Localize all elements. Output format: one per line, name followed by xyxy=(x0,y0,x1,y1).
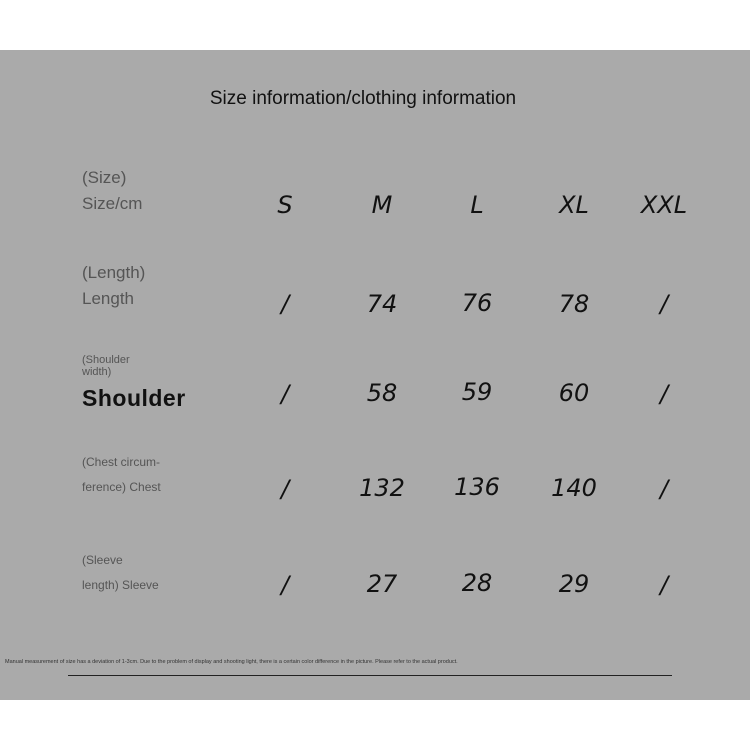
size-xl-header: XL xyxy=(559,191,589,219)
chest-m-value: 132 xyxy=(359,474,405,502)
page-title: Size information/clothing information xyxy=(209,88,517,109)
size-xxl-header: XXL xyxy=(640,191,688,219)
divider-line xyxy=(68,675,672,676)
length-m-value: 74 xyxy=(366,290,398,318)
size-l-header: L xyxy=(470,191,484,219)
sleeve-s-value: / xyxy=(280,571,290,599)
length-label-line1: (Length) xyxy=(82,263,146,282)
chest-l-value: 136 xyxy=(454,473,500,501)
size-header-label xyxy=(82,165,142,217)
length-l-value: 76 xyxy=(461,289,493,317)
size-header-label-line2: Size/cm xyxy=(82,194,143,213)
chest-label xyxy=(82,450,161,500)
length-label-line2: Length xyxy=(82,289,134,308)
chest-xxl-value: / xyxy=(659,475,669,503)
sleeve-xl-value: 29 xyxy=(558,570,590,598)
chest-label-line1: (Chest circum- xyxy=(82,455,161,469)
shoulder-label-line1: (Shoulder xyxy=(82,354,130,366)
length-label xyxy=(82,260,145,312)
shoulder-xl-value: 60 xyxy=(558,379,590,407)
shoulder-xxl-value: / xyxy=(659,380,669,408)
sleeve-label xyxy=(82,548,159,598)
sleeve-l-value: 28 xyxy=(461,569,493,597)
sleeve-label-line2: length) Sleeve xyxy=(82,578,159,592)
length-xl-value: 78 xyxy=(558,290,590,318)
shoulder-label-line2: width) xyxy=(82,366,112,378)
chest-xl-value: 140 xyxy=(551,474,597,502)
length-xxl-value: / xyxy=(659,290,669,318)
chest-label-line2: ference) Chest xyxy=(82,480,161,494)
size-s-header: S xyxy=(277,191,293,219)
length-s-value: / xyxy=(280,290,290,318)
shoulder-l-value: 59 xyxy=(461,378,493,406)
sleeve-xxl-value: / xyxy=(659,571,669,599)
measurement-disclaimer: Manual measurement of size has a deviation of 1-3cm. Due to the problem of display and shooting light, there is a certain color difference in the picture. Please refer to the actual product. xyxy=(5,659,458,665)
size-m-header: M xyxy=(371,191,393,219)
sleeve-m-value: 27 xyxy=(366,570,398,598)
shoulder-label-main: Shoulder xyxy=(82,385,186,411)
sleeve-label-line1: (Sleeve xyxy=(82,553,123,567)
chest-s-value: / xyxy=(280,475,290,503)
shoulder-m-value: 58 xyxy=(366,379,398,407)
shoulder-label xyxy=(82,354,186,412)
shoulder-s-value: / xyxy=(280,380,290,408)
size-header-label-line1: (Size) xyxy=(82,168,127,187)
